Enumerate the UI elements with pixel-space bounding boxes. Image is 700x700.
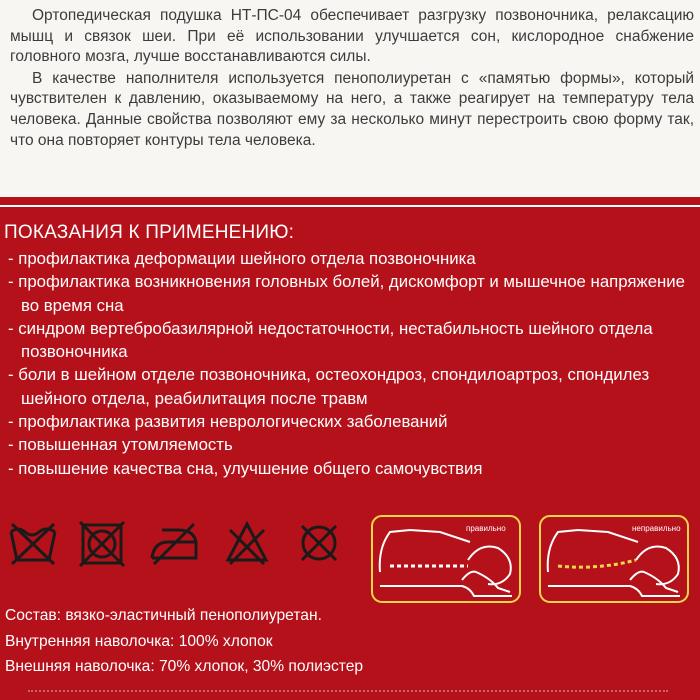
indication-item: - повышенная утомляемость xyxy=(8,435,233,455)
indication-item: - боли в шейном отделе позвоночника, остеохондроз, спондилоартроз, спондилез шейного отдела, реабилитация после травм xyxy=(8,365,650,408)
section-divider xyxy=(0,205,700,207)
indication-item: - профилактика развития неврологических заболеваний xyxy=(8,412,448,432)
indications-list xyxy=(4,247,694,480)
indication-item: - синдром вертебробазилярной недостаточности, нестабильность шейного отдела позвоночника xyxy=(8,318,653,362)
indication-item: - повышение качества сна, улучшение общего самочувствия xyxy=(8,458,483,478)
cut-off-text-line xyxy=(0,690,700,700)
composition-outer-cover: Внешняя наволочка: 70% хлопок, 30% полиэстер xyxy=(5,658,364,675)
pillow-correct-label: правильно xyxy=(466,524,506,533)
composition-block xyxy=(5,603,363,680)
do-not-bleach-icon xyxy=(224,520,270,566)
do-not-dry-clean-icon xyxy=(296,520,342,566)
description-panel xyxy=(0,0,700,197)
indication-item: - профилактика возникновения головных болей, дискомфорт и мышечное напряжение во время сна xyxy=(8,272,686,315)
pillow-incorrect-label: неправильно xyxy=(632,524,681,533)
description-paragraph-2: В качестве наполнителя используется пенополиуретан с «памятью формы», который чувствителен к давлению, оказываемому на него, а также реагирует на температуру тела человека. Данные свойства позволяют ему за несколько минут перестроить свою форму так, что она повторяет контуры тела человека. xyxy=(10,69,694,149)
indications-title: ПОКАЗАНИЯ К ПРИМЕНЕНИЮ: xyxy=(4,222,295,243)
composition-inner-cover: Внутренняя наволочка: 100% хлопок xyxy=(5,632,273,650)
composition-material: Состав: вязко-эластичный пенополиуретан. xyxy=(5,607,322,624)
do-not-iron-icon xyxy=(148,520,200,568)
do-not-wash-icon xyxy=(8,520,58,566)
care-symbols xyxy=(0,520,360,580)
do-not-tumble-dry-icon xyxy=(78,520,126,568)
description-paragraph-1: Ортопедическая подушка НТ-ПС-04 обеспечивает разгрузку позвоночника, релаксацию мышц и связок шеи. При её использовании улучшается сон, кислородное снабжение головного мозга, лучше восстанавливаются силы. xyxy=(10,7,694,66)
indication-item: - профилактика деформации шейного отдела позвоночника xyxy=(8,249,476,268)
